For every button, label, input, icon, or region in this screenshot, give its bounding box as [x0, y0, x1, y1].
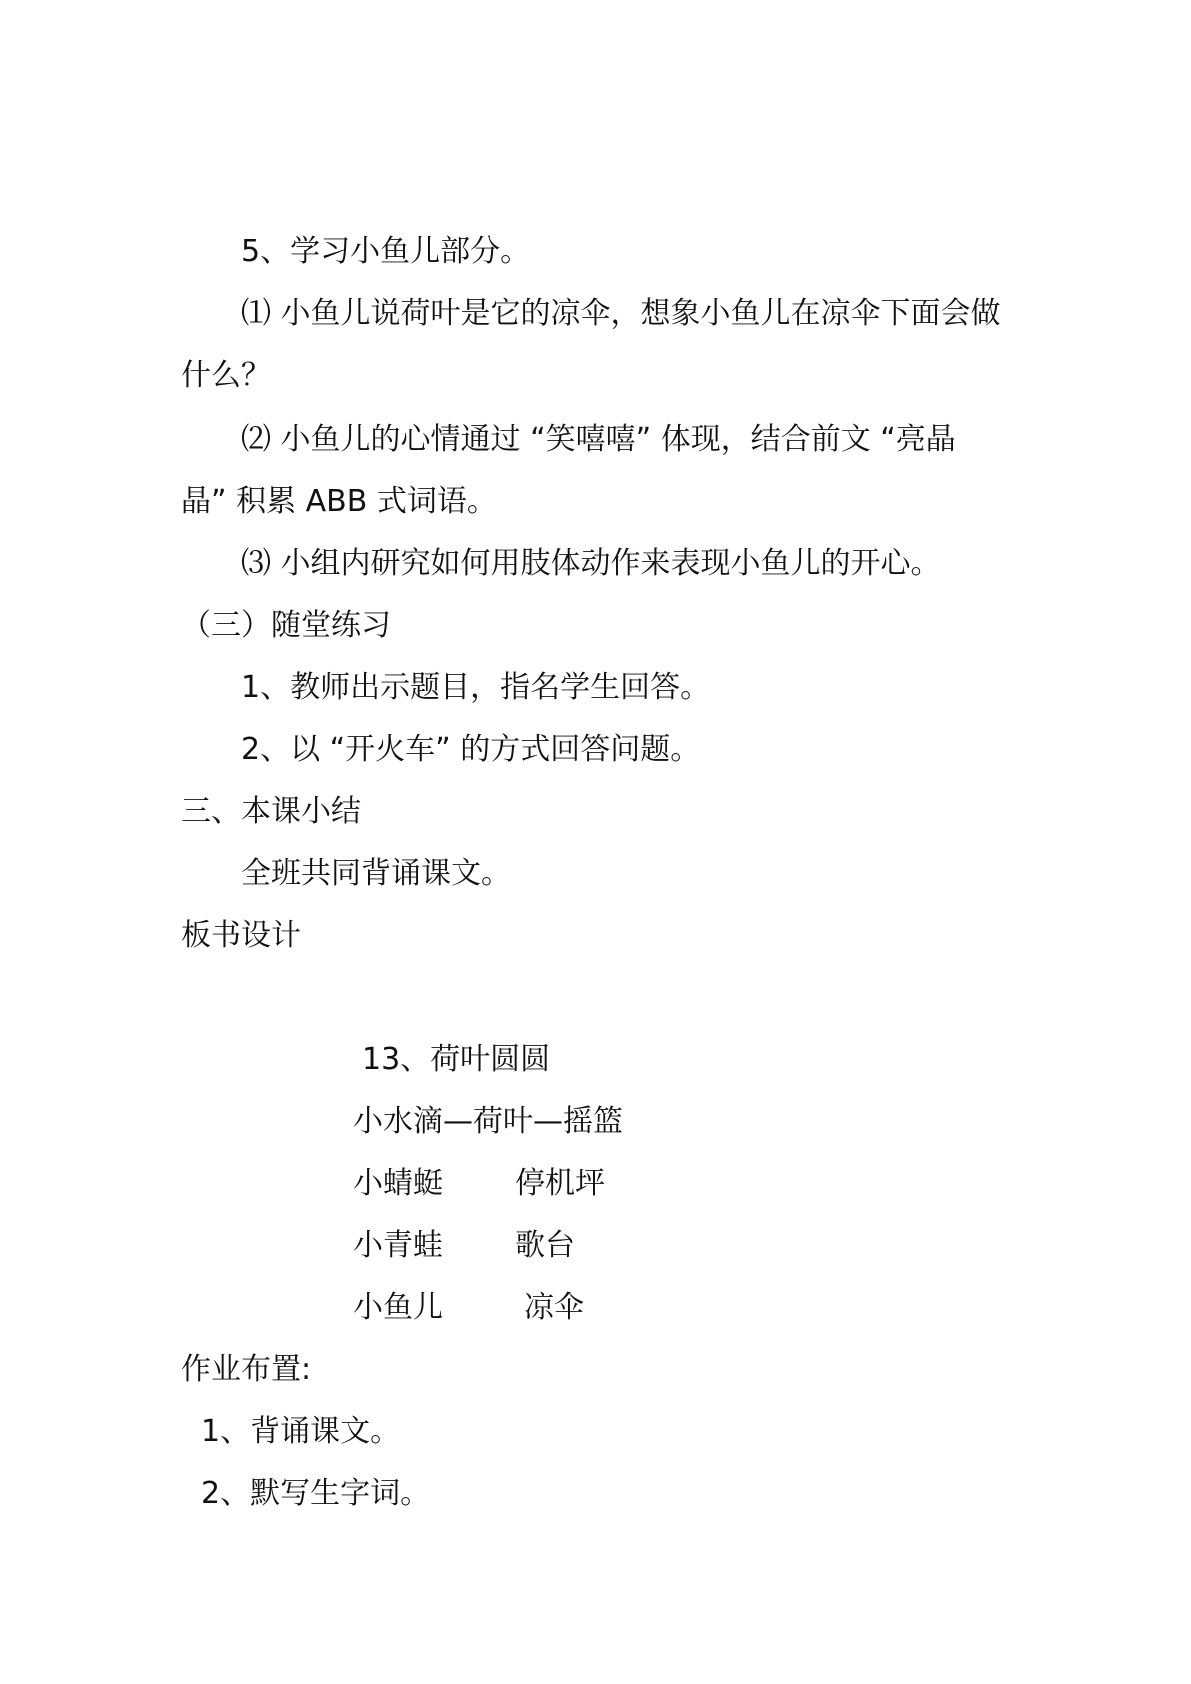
board-lesson-title: 13、荷叶圆圆 — [362, 1042, 551, 1077]
board-row-left: 小蜻蜓 — [353, 1166, 443, 1201]
section5-heading: 5、学习小鱼儿部分。 — [241, 234, 531, 269]
homework-heading: 作业布置: — [181, 1352, 312, 1387]
board-row-left: 小鱼儿 — [353, 1290, 443, 1325]
board-row-dragonfly — [353, 1164, 653, 1204]
practice-item-1: 1、教师出示题目，指名学生回答。 — [241, 670, 711, 705]
summary-text: 全班共同背诵课文。 — [241, 856, 511, 891]
board-row-frog — [353, 1226, 653, 1266]
board-row-fish — [353, 1288, 653, 1328]
board-row-right: 停机坪 — [515, 1166, 605, 1201]
board-row-right: 凉伞 — [524, 1290, 584, 1325]
practice-item-2: 2、以 “开火车” 的方式回答问题。 — [241, 732, 701, 767]
question-2-line-1: ⑵ 小鱼儿的心情通过 “笑嘻嘻” 体现，结合前文 “亮晶 — [241, 422, 956, 457]
practice-heading: （三）随堂练习 — [181, 608, 391, 643]
summary-heading: 三、本课小结 — [181, 794, 361, 829]
homework-item-1: 1、背诵课文。 — [201, 1414, 401, 1449]
question-2-line-2: 晶” 积累 ABB 式词语。 — [181, 484, 497, 519]
board-row-right: 歌台 — [515, 1228, 575, 1263]
question-3: ⑶ 小组内研究如何用肢体动作来表现小鱼儿的开心。 — [241, 546, 941, 581]
question-1-line-2: 什么？ — [181, 358, 271, 393]
board-row-left: 小青蛙 — [353, 1228, 443, 1263]
homework-item-2: 2、默写生字词。 — [201, 1476, 431, 1511]
question-1-line-1: ⑴ 小鱼儿说荷叶是它的凉伞，想象小鱼儿在凉伞下面会做 — [241, 296, 1001, 331]
board-row-water-drop: 小水滴—荷叶—摇篮 — [353, 1104, 623, 1139]
board-design-heading: 板书设计 — [181, 918, 301, 953]
